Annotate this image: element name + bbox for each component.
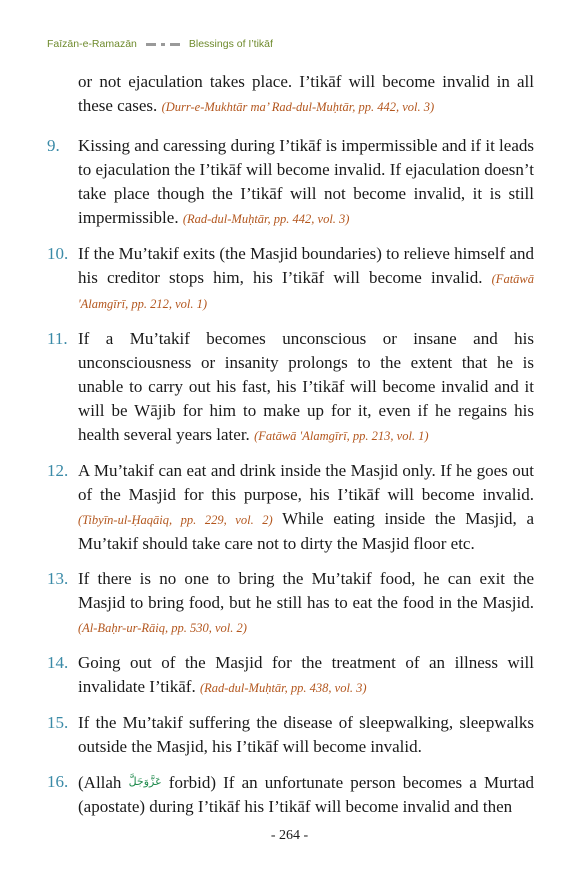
item-text: A Mu’takif can eat and drink inside the Masjid only. If he goes out of the Masjid for this purpose, his I’tikāf will become invalid. [78, 461, 534, 504]
list-item-12 [47, 459, 534, 556]
reference: (Tibyīn-ul-Ḥaqāiq, pp. 229, vol. 2) [78, 513, 273, 527]
reference: (Fatāwā 'Alamgīrī, pp. 213, vol. 1) [254, 429, 429, 443]
item-text: If the Mu’takif suffering the disease of sleepwalking, sleepwalks outside the Masjid, his I’tikāf will become invalid. [78, 713, 534, 756]
honorific-glyph: عَزَّوَجَلَّ [128, 775, 162, 788]
chapter-title: Blessings of I’tikāf [188, 38, 273, 50]
reference: (Durr-e-Mukhtār ma’ Rad-dul-Muḥtār, pp. 442, vol. 3) [161, 100, 435, 114]
list-item-16 [47, 770, 534, 819]
item-text-pre: (Allah [78, 773, 122, 792]
list-item-9 [47, 134, 534, 231]
item-number: 12. [47, 461, 69, 480]
paragraph-text: or not ejaculation takes place. I’tikāf will become invalid in all these cases. [78, 72, 534, 115]
item-text: Kissing and caressing during I’tikāf is impermissible and if it leads to ejaculation the I’tikāf will become invalid. If ejaculation doesn’t take place though the I’tikāf will not become invalid, it is still impermissible. [78, 136, 534, 227]
header-separator [146, 43, 180, 46]
book-title: Faīzān-e-Ramazān [47, 38, 137, 50]
reference: (Rad-dul-Muḥtār, pp. 438, vol. 3) [199, 681, 367, 695]
item-number: 16. [47, 772, 69, 791]
item-text: forbid) If an unfortunate person becomes a Murtad (apostate) during I’tikāf his I’tikāf will become invalid and then [78, 773, 535, 816]
item-text: If the Mu’takif exits (the Masjid boundaries) to relieve himself and his creditor stops him, his I’tikāf will become invalid. [78, 244, 534, 287]
reference: (Rad-dul-Muḥtār, pp. 442, vol. 3) [182, 212, 350, 226]
list-item-14 [47, 651, 534, 700]
list-item-15 [47, 711, 534, 759]
item-text: Going out of the Masjid for the treatment of an illness will invalidate I’tikāf. [78, 653, 534, 696]
page-body [47, 70, 534, 830]
item-number: 15. [47, 713, 69, 732]
continued-paragraph [47, 70, 534, 119]
list-item-10 [47, 242, 534, 316]
reference: (Al-Baḥr-ur-Rāiq, pp. 530, vol. 2) [78, 621, 247, 635]
item-number: 14. [47, 653, 69, 672]
item-text: If a Mu’takif becomes unconscious or insane and his unconsciousness or insanity prolongs to the extent that he is unable to carry out his fast, his I’tikāf will become invalid and it will be Wājib for him to make up for it, even if he regains his health several years later. [78, 329, 534, 444]
list-item-11 [47, 327, 534, 448]
item-number: 9. [47, 136, 60, 155]
item-number: 11. [47, 329, 68, 348]
running-header [47, 36, 547, 52]
reference: (Fatāwā 'Alamgīrī, pp. 212, vol. 1) [78, 272, 534, 311]
item-text-continued: While eating inside the Masjid, a Mu’takif should take care not to dirty the Masjid floor etc. [78, 509, 534, 553]
item-number: 10. [47, 244, 69, 263]
list-item-13 [47, 567, 534, 640]
item-number: 13. [47, 569, 69, 588]
page-number: - 264 - [270, 828, 309, 843]
item-text: If there is no one to bring the Mu’takif food, he can exit the Masjid to bring food, but he still has to eat the food in the Masjid. [78, 569, 534, 612]
